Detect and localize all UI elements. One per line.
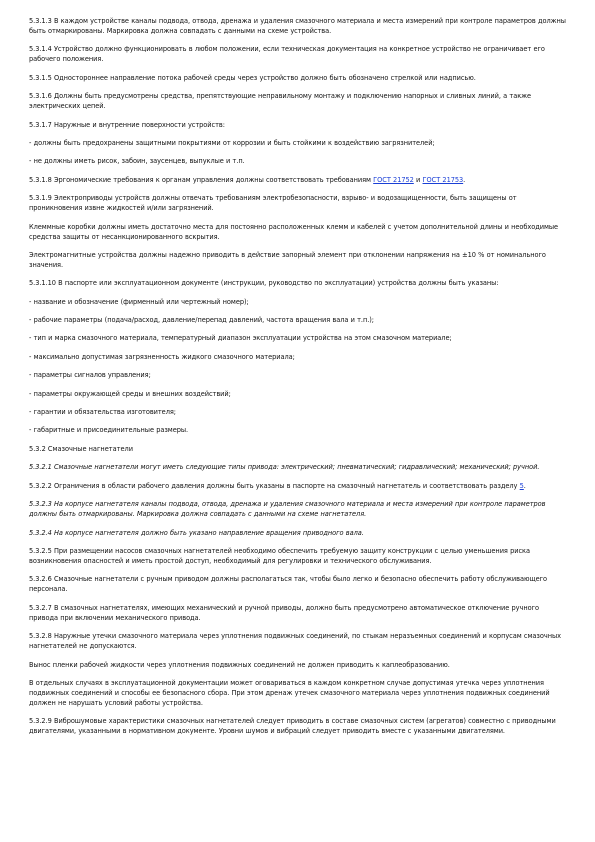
- gost-21752-link[interactable]: ГОСТ 21752: [373, 175, 414, 184]
- paragraph: Вынос пленки рабочей жидкости через уплотнения подвижных соединений не должен приводить к каплеобразованию.: [29, 660, 450, 669]
- list-item: - тип и марка смазочного материала, температурный диапазон эксплуатации устройства на этом смазочном материале;: [29, 334, 452, 343]
- list-item: - должны быть предохранены защитными покрытиями от коррозии и быть стойкими к воздействию загрязнителей;: [29, 138, 435, 147]
- list-item: - габаритные и присоединительные размеры.: [29, 426, 189, 435]
- paragraph: 5.3.1.9 Электроприводы устройств должны отвечать требованиям электробезопасности, взрыво- и водозащищенности, быть защищены от проникновения извне жидкостей и/или загрязнений.: [29, 194, 517, 213]
- list-item: - не должны иметь рисок, забоин, заусенцев, выпуклые и т.п.: [29, 157, 245, 166]
- paragraph: В отдельных случаях в эксплуатационной документации может оговариваться в каждом конкретном случае допустимая утечка через уплотнения подвижных соединений и способы ее безопасного сбора. При этом дренаж утечек смазочного материала через уплотнения подвижных соединений должен не нарушать условий работы устройства.: [29, 678, 550, 707]
- list-item: - максимально допустимая загрязненность жидкого смазочного материала;: [29, 352, 295, 361]
- paragraph: 5.3.1.3 В каждом устройстве каналы подвода, отвода, дренажа и удаления смазочного материала и места измерений при контроле параметров должны быть отмаркированы. Маркировка должна совпадать с данными на схеме устройства.: [29, 17, 566, 35]
- section-5-link[interactable]: 5: [519, 481, 524, 490]
- paragraph: 5.3.2.5 При размещении насосов смазочных нагнетателей необходимо обеспечить требуемую защиту конструкции с целью уменьшения риска возникновения опасностей и иметь простой доступ, необходимый для регулировки и технического обслуживания.: [29, 546, 530, 565]
- list-item: - гарантии и обязательства изготовителя;: [29, 408, 176, 417]
- paragraph: Клеммные коробки должны иметь достаточно места для постоянно расположенных клемм и кабелей с учетом дополнительной длины и необходимые средства защиты от несанкционированного вскрытия.: [29, 222, 559, 241]
- paragraph: 5.3.2.1 Смазочные нагнетатели могут иметь следующие типы привода: электрический; пневматический; гидравлический; механический; ручной.: [29, 463, 540, 472]
- paragraph-text: 5.3.2.2 Ограничения в области рабочего давления должны быть указаны в паспорте на смазочный нагнетатель и соответствовать разделу: [29, 481, 520, 490]
- paragraph: [29, 175, 567, 185]
- list-item: - название и обозначение (фирменный или чертежный номер);: [29, 297, 249, 306]
- list-item: - параметры сигналов управления;: [29, 371, 151, 380]
- paragraph: 5.3.2.4 На корпусе нагнетателя должно быть указано направление вращения приводного вала.: [29, 528, 364, 537]
- document-page: [29, 16, 567, 745]
- list-item: - рабочие параметры (подача/расход, давление/перепад давлений, частота вращения вала и т.п.);: [29, 316, 374, 325]
- paragraph: 5.3.1.7 Наружные и внутренние поверхности устройств:: [29, 120, 225, 129]
- paragraph: Электромагнитные устройства должны надежно приводить в действие запорный элемент при отклонении напряжения на ±10 % от номинального значения.: [29, 250, 546, 269]
- paragraph-text: .: [523, 481, 526, 490]
- paragraph: 5.3.2.6 Смазочные нагнетатели с ручным приводом должны располагаться так, чтобы было легко и безопасно обеспечить работу обслуживающего персонала.: [29, 575, 548, 594]
- paragraph: 5.3.2.8 Наружные утечки смазочного материала через уплотнения подвижных соединений, по стыкам неразъемных соединений и корпусам смазочных нагнетателей не допускаются.: [29, 632, 561, 651]
- paragraph: 5.3.2.7 В смазочных нагнетателях, имеющих механический и ручной приводы, должно быть предусмотрено автоматическое отключение ручного привода при включении механического привода.: [29, 603, 540, 622]
- list-item: - параметры окружающей среды и внешних воздействий;: [29, 389, 231, 398]
- paragraph: 5.3.2.3 На корпусе нагнетателя каналы подвода, отвода, дренажа и удаления смазочного материала и места измерений при контроле параметров должны быть отмаркированы. Маркировка должна совпадать с данными на схеме нагнетателя.: [29, 500, 546, 519]
- paragraph: [29, 481, 567, 491]
- paragraph: 5.3.2.9 Виброшумовые характеристики смазочных нагнетателей следует приводить в составе смазочных систем (агрегатов) совместно с приводными двигателями, указанными в нормативном документе. Уровни шумов и вибраций следует приводить вместе с указанными двигателями.: [29, 717, 556, 736]
- paragraph-text: и: [413, 175, 423, 184]
- paragraph: 5.3.1.10 В паспорте или эксплуатационном документе (инструкции, руководство по эксплуатации) устройства должны быть указаны:: [29, 279, 499, 288]
- paragraph-text: .: [463, 175, 466, 184]
- paragraph: 5.3.1.5 Одностороннее направление потока рабочей среды через устройство должно быть обозначено стрелкой или надписью.: [29, 73, 476, 82]
- section-heading: 5.3.2 Смазочные нагнетатели: [29, 444, 134, 453]
- gost-21753-link[interactable]: ГОСТ 21753: [422, 175, 464, 184]
- paragraph: 5.3.1.4 Устройство должно функционировать в любом положении, если техническая документация на конкретное устройство не ограничивает его рабочего положения.: [29, 45, 545, 64]
- paragraph: 5.3.1.6 Должны быть предусмотрены средства, препятствующие неправильному монтажу и подключению напорных и сливных линий, а также электрических цепей.: [29, 92, 532, 111]
- paragraph-text: 5.3.1.8 Эргономические требования к органам управления должны соответствовать требованиям: [29, 175, 374, 184]
